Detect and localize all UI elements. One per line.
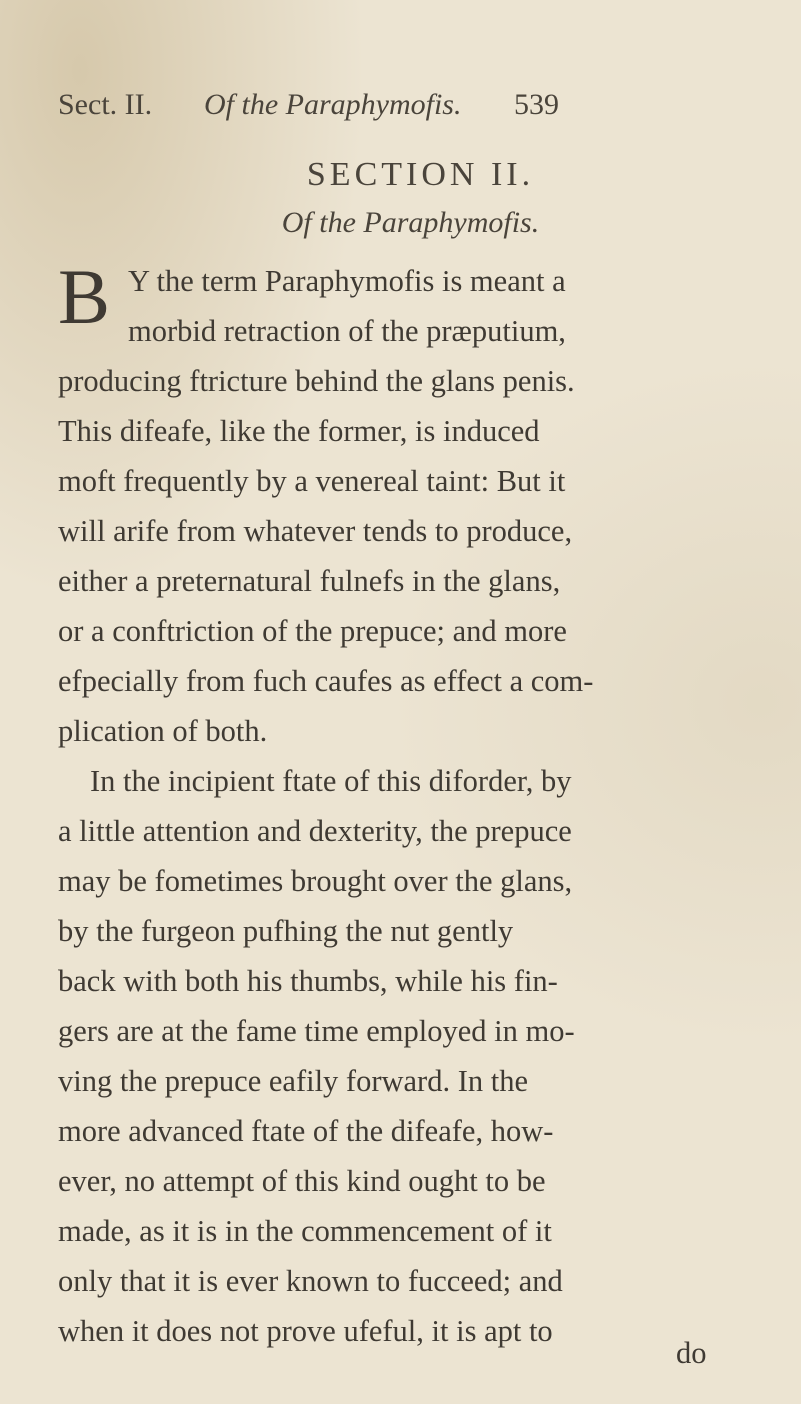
running-head-section: Sect. II. bbox=[58, 88, 153, 121]
text-line: only that it is ever known to fucceed; and bbox=[58, 1264, 563, 1298]
text-line: ving the prepuce eafily forward. In the bbox=[58, 1064, 529, 1098]
running-head-title: Of the Paraphymofis. bbox=[204, 88, 462, 121]
text-line: producing ftricture behind the glans penis. bbox=[58, 364, 575, 398]
text-line: more advanced ftate of the difeafe, how- bbox=[58, 1114, 554, 1148]
text-line: made, as it is in the commencement of it bbox=[58, 1214, 552, 1248]
drop-cap: B bbox=[58, 253, 111, 340]
running-head bbox=[58, 88, 559, 128]
section-subtitle: Of the Paraphymofis. bbox=[281, 206, 540, 239]
catchword: do bbox=[676, 1336, 707, 1370]
section-heading: SECTION II. bbox=[306, 156, 535, 193]
text-line: by the furgeon pufhing the nut gently bbox=[58, 914, 514, 948]
text-line: may be fometimes brought over the glans, bbox=[58, 864, 573, 898]
text-line: moft frequently by a venereal taint: But it bbox=[58, 464, 566, 498]
text-line: morbid retraction of the præputium, bbox=[128, 314, 566, 348]
text-line: In the incipient ftate of this diforder, by bbox=[90, 764, 572, 798]
text-line: back with both his thumbs, while his fin- bbox=[58, 964, 558, 998]
text-line: a little attention and dexterity, the prepuce bbox=[58, 814, 572, 848]
text-line: gers are at the fame time employed in mo- bbox=[58, 1014, 575, 1048]
text-line: This difeafe, like the former, is induced bbox=[58, 414, 540, 448]
text-line: or a conftriction of the prepuce; and more bbox=[58, 614, 567, 648]
page-number: 539 bbox=[514, 88, 559, 121]
text-line: plication of both. bbox=[58, 714, 268, 748]
text-line: Y the term Paraphymofis is meant a bbox=[128, 264, 566, 298]
text-line: efpecially from fuch caufes as effect a com- bbox=[58, 664, 594, 698]
text-line: ever, no attempt of this kind ought to be bbox=[58, 1164, 546, 1198]
text-line: will arife from whatever tends to produce, bbox=[58, 514, 573, 548]
text-line: when it does not prove ufeful, it is apt to bbox=[58, 1314, 553, 1348]
text-line: either a preternatural fulnefs in the glans, bbox=[58, 564, 561, 598]
